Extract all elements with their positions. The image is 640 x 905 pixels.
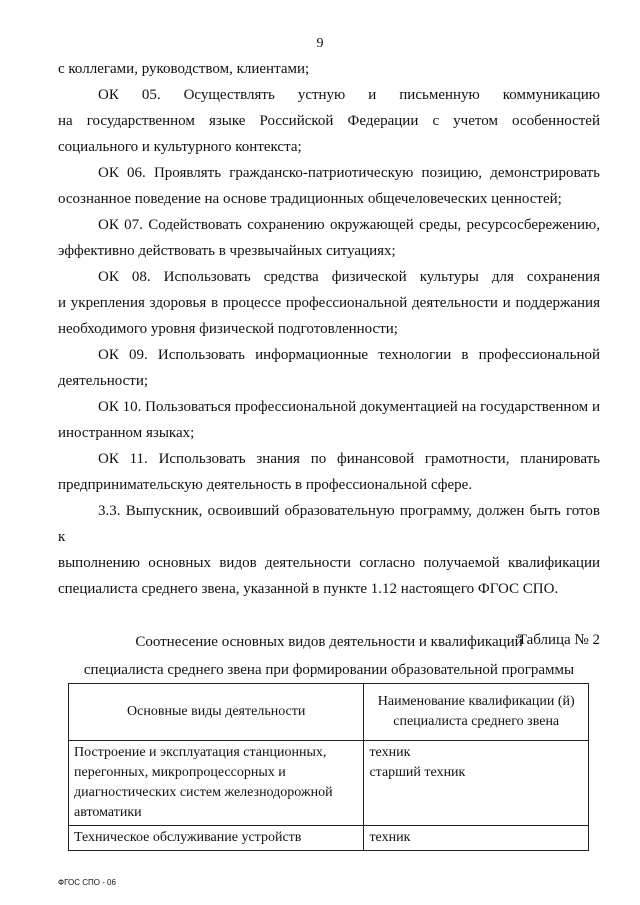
text-line: ОК 10. Пользоваться профессиональной документацией на государственном и [98,399,600,415]
text-line: 3.3. Выпускник, освоивший образовательную программу, должен быть готов к [58,503,600,545]
paragraph-ok11 [58,446,600,498]
paragraph-ok06 [58,160,600,212]
text-line: специалиста среднего звена, указанной в пункте 1.12 настоящего ФГОС СПО. [58,581,559,597]
text-line: и укрепления здоровья в процессе профессиональной деятельности и поддержания [58,295,600,311]
table-header-qualification: Наименование квалификации (й) специалиста среднего звена [364,684,589,741]
paragraph-ok08 [58,264,600,342]
table-caption-line: специалиста среднего звена при формировании образовательной программы [83,662,575,678]
text-line: социального и культурного контекста; [58,139,302,155]
qualification-item: техник [369,830,411,845]
qualification-item: техник [369,745,411,760]
paragraph-3-3 [58,498,600,602]
table-row [69,741,589,826]
footer-code: ФГОС СПО - 06 [58,878,116,887]
text-line: ОК 05. Осуществлять устную и письменную коммуникацию [98,87,600,103]
table-label: Таблица № 2 [517,632,600,648]
table-header-activity: Основные виды деятельности [69,684,364,741]
paragraph-ok07 [58,212,600,264]
paragraph-ok09 [58,342,600,394]
table-caption-line: Соотнесение основных видов деятельности и квалификаций [135,634,523,650]
paragraph-ok10 [58,394,600,446]
text-line: ОК 07. Содействовать сохранению окружающей среды, ресурсосбережению, [98,217,600,233]
qualification-item: старший техник [369,765,466,780]
text-line: деятельности; [58,373,149,389]
text-line: эффективно действовать в чрезвычайных ситуациях; [58,243,396,259]
text-line: необходимого уровня физической подготовленности; [58,321,398,337]
text-line: с коллегами, руководством, клиентами; [58,61,310,77]
text-line: ОК 09. Использовать информационные технологии в профессиональной [98,347,600,363]
text-line: осознанное поведение на основе традиционных общечеловеческих ценностей; [58,191,562,207]
table-cell-qualification [364,826,589,851]
text-line: ОК 08. Использовать средства физической культуры для сохранения [98,269,600,285]
text-line: предпринимательскую деятельность в профессиональной сфере. [58,477,473,493]
table-cell-qualification [364,741,589,826]
table-caption [58,628,600,684]
text-line: выполнению основных видов деятельности согласно получаемой квалификации [58,555,600,571]
page-number: 9 [316,36,324,51]
paragraph-continuation [58,56,600,82]
table-row [69,826,589,851]
activities-table [68,683,589,851]
text-line: на государственном языке Российской Федерации с учетом особенностей [58,113,600,129]
table-cell-activity: Техническое обслуживание устройств [69,826,364,851]
table-header-row [69,684,589,741]
paragraph-ok05 [58,82,600,160]
text-line: ОК 11. Использовать знания по финансовой грамотности, планировать [98,451,600,467]
text-line: иностранном языках; [58,425,195,441]
table-cell-activity: Построение и эксплуатация станционных, перегонных, микропроцессорных и диагностических систем железнодорожной автоматики [69,741,364,826]
text-line: ОК 06. Проявлять гражданско-патриотическую позицию, демонстрировать [98,165,600,181]
